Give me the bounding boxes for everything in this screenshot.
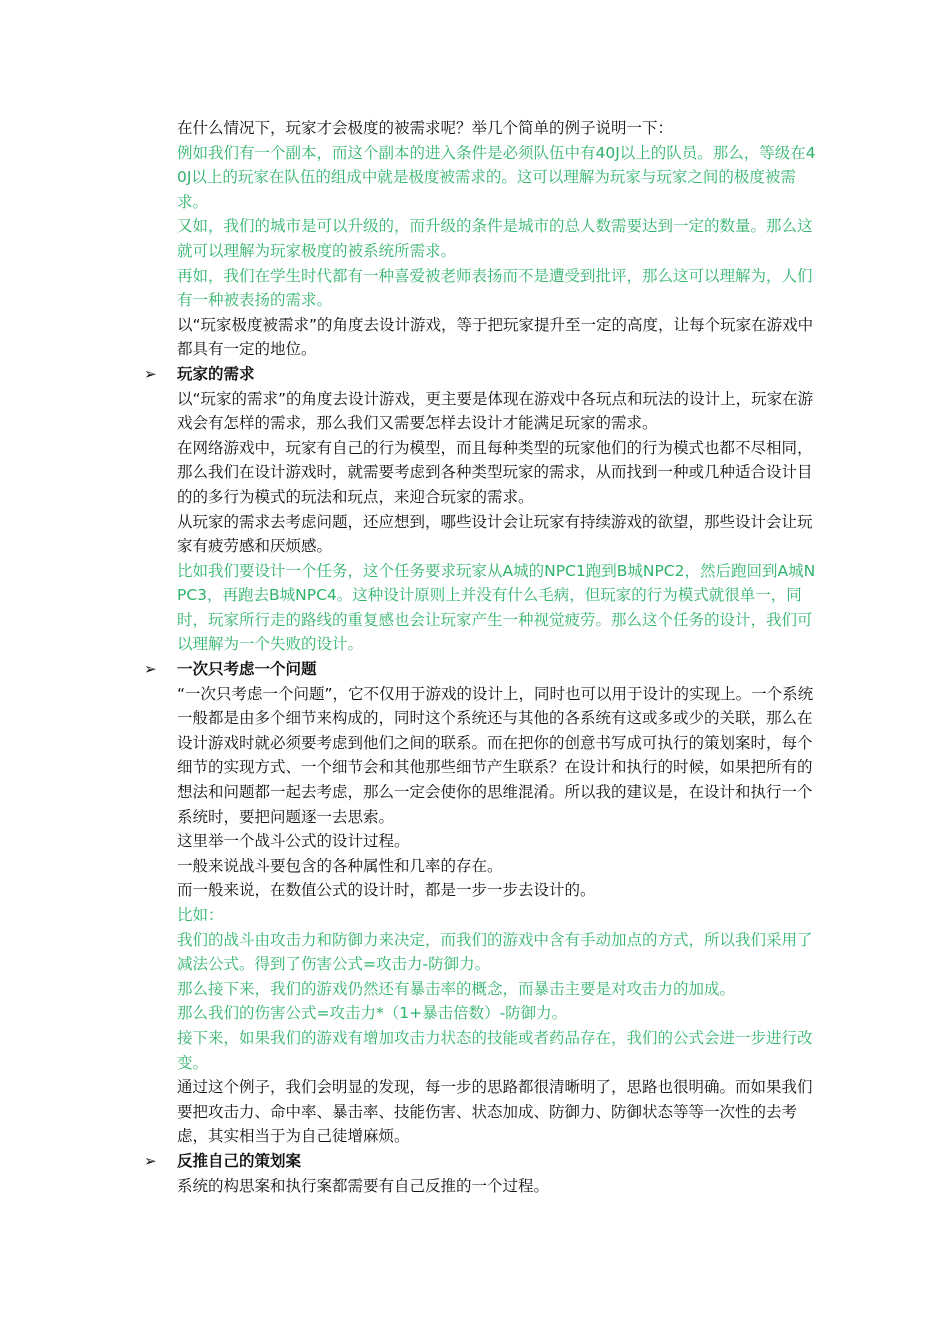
section-heading (144, 1149, 817, 1174)
bullet-arrow-icon: ➢ (144, 364, 157, 383)
document-body (144, 116, 817, 1198)
section-heading (144, 362, 817, 387)
bullet-arrow-icon: ➢ (144, 660, 157, 679)
example-paragraph: 我们的战斗由攻击力和防御力来决定，而我们的游戏中含有手动加点的方式，所以我们采用了减法公式。得到了伤害公式=攻击力-防御力。 (177, 930, 813, 974)
example-paragraph: 比如我们要设计一个任务，这个任务要求玩家从A城的NPC1跑到B城NPC2，然后跑回到A城NPC3，再跑去B城NPC4。这种设计原则上并没有什么毛病，但玩家的行为模式就很单一，同时，玩家所行走的路线的重复感也会让玩家产生一种视觉疲劳。那么这个任务的设计，我们可以理解为一个失败的设计。 (177, 561, 816, 654)
example-paragraph: 再如，我们在学生时代都有一种喜爱被老师表扬而不是遭受到批评，那么这可以理解为，人们有一种被表扬的需求。 (177, 266, 813, 310)
example-paragraph: 又如，我们的城市是可以升级的，而升级的条件是城市的总人数需要达到一定的数量。那么这就可以理解为玩家极度的被系统所需求。 (177, 217, 813, 260)
body-paragraph: 在网络游戏中，玩家有自己的行为模型，而且每种类型的玩家他们的行为模式也都不尽相同，那么我们在设计游戏时，就需要考虑到各种类型玩家的需求，从而找到一种或几种适合设计目的的多行为模式的玩法和玩点，来迎合玩家的需求。 (177, 438, 813, 506)
body-paragraph: 这里举一个战斗公式的设计过程。 (177, 832, 410, 851)
body-paragraph: 以“玩家极度被需求”的角度去设计游戏，等于把玩家提升至一定的高度，让每个玩家在游戏中都具有一定的地位。 (177, 315, 814, 359)
example-paragraph: 那么我们的伤害公式=攻击力*（1+暴击倍数）-防御力。 (177, 1004, 568, 1023)
example-paragraph: 接下来，如果我们的游戏有增加攻击力状态的技能或者药品存在，我们的公式会进一步进行改变。 (177, 1028, 813, 1072)
example-paragraph: 比如： (177, 906, 224, 924)
example-paragraph: 那么接下来，我们的游戏仍然还有暴击率的概念，而暴击主要是对攻击力的加成。 (177, 979, 736, 998)
section-heading (144, 657, 817, 682)
body-paragraph: “一次只考虑一个问题”，它不仅用于游戏的设计上，同时也可以用于设计的实现上。一个系统一般都是由多个细节来构成的，同时这个系统还与其他的各系统有这或多或少的关联，那么在设计游戏时就必须要考虑到他们之间的联系。而在把你的创意书写成可执行的策划案时，每个细节的实现方式、一个细节会和其他那些细节产生联系？在设计和执行的时候，如果把所有的想法和问题都一起去考虑，那么一定会使你的思维混淆。所以我的建议是，在设计和执行一个系统时，要把问题逐一去思索。 (177, 684, 814, 826)
body-paragraph: 一般来说战斗要包含的各种属性和几率的存在。 (177, 856, 503, 875)
section-heading-text: 玩家的需求 (177, 364, 255, 383)
body-paragraph: 在什么情况下，玩家才会极度的被需求呢？举几个简单的例子说明一下： (177, 119, 674, 137)
section-heading-text: 一次只考虑一个问题 (177, 660, 317, 679)
body-paragraph: 通过这个例子，我们会明显的发现，每一步的思路都很清晰明了，思路也很明确。而如果我们要把攻击力、命中率、暴击率、技能伤害、状态加成、防御力、防御状态等等一次性的去考虑，其实相当于为自己徒增麻烦。 (177, 1078, 813, 1146)
section-heading-text: 反推自己的策划案 (177, 1151, 302, 1170)
body-paragraph: 系统的构思案和执行案都需要有自己反推的一个过程。 (177, 1176, 550, 1195)
body-paragraph: 从玩家的需求去考虑问题，还应想到，哪些设计会让玩家有持续游戏的欲望，那些设计会让玩家有疲劳感和厌烦感。 (177, 512, 813, 556)
bullet-arrow-icon: ➢ (144, 1151, 157, 1170)
body-paragraph: 而一般来说，在数值公式的设计时，都是一步一步去设计的。 (177, 881, 596, 900)
example-paragraph: 例如我们有一个副本，而这个副本的进入条件是必须队伍中有40J以上的队员。那么，等级在40J以上的玩家在队伍的组成中就是极度被需求的。这可以理解为玩家与玩家之间的极度被需求。 (177, 143, 816, 211)
body-paragraph: 以“玩家的需求”的角度去设计游戏，更主要是体现在游戏中各玩点和玩法的设计上，玩家在游戏会有怎样的需求，那么我们又需要怎样去设计才能满足玩家的需求。 (177, 389, 814, 433)
